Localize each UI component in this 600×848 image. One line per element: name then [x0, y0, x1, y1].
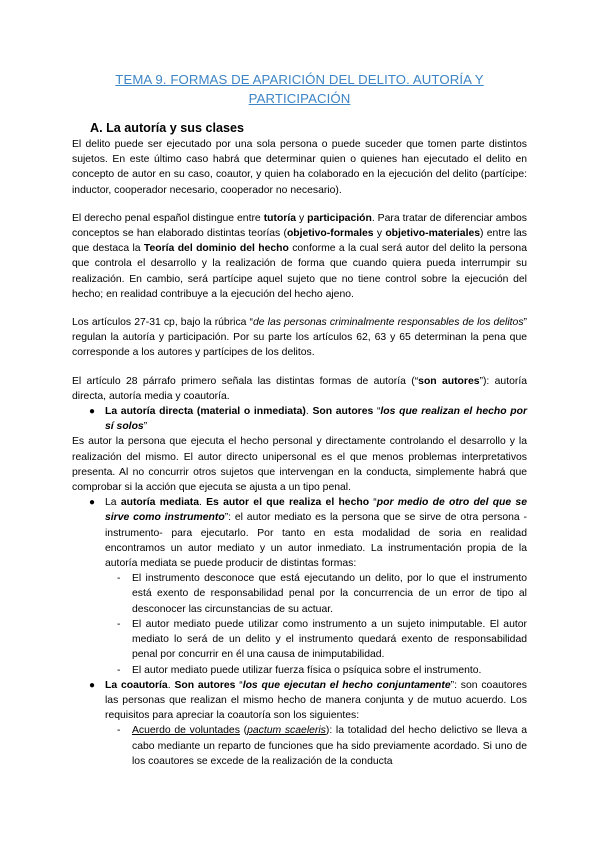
paragraph-teorias: El derecho penal español distingue entre tutoría y participación. Para tratar de diferenciar ambos conceptos se han elaborado distintas teorías (objetivo-formales y objetivo-materiales) entre las que destaca la Teoría del dominio del hecho conforme a la cual será autor del delito la persona que controla el desarrollo y la realización de forma que cuando quiera pueda interrumpir su realización. En cambio, será partícipe aquel sujeto que no tiene control sobre la ejecución del hecho; en realidad contribuye a la ejecución del hecho ajeno.	[72, 212, 528, 300]
dash-item-fuerza: - El autor mediato puede utilizar fuerza física o psíquica sobre el instrumento.	[72, 663, 527, 678]
bullet-autoria-mediata: ● La autoría mediata. Es autor el que realiza el hecho “por medio de otro del que se sirve como instrumento”: el autor mediato es la persona que se sirve de otra persona -instrumento- para ejecutarlo. Por tanto en esta modalidad de soria en realidad encontramos un autor mediato y un autor inmediato. La instrumentación propia de la autoría mediata se puede producir de distintas formas:	[89, 497, 527, 570]
paragraph-intro: El delito puede ser ejecutado por una sola persona o puede suceder que tomen parte distintos sujetos. En este último caso habrá que determinar quien o quienes han ejecutado el delito en concepto de autor en su caso, coautor, y quien ha colaborado en la ejecución del delito (partícipe: inductor, cooperador necesario, cooperador no necesario).	[72, 139, 527, 196]
page-title: TEMA 9. FORMAS DE APARICIÓN DEL DELITO. AUTORÍA Y PARTICIPACIÓN	[115, 72, 484, 106]
paragraph-articulos: Los artículos 27-31 cp, bajo la rúbrica “de las personas criminalmente responsables de los delitos” regulan la autoría y participación. Por su parte los artículos 62, 63 y 65 determinan la pena que corresponde a los autores y partícipes de los delitos.	[72, 317, 527, 359]
dash-icon: -	[117, 573, 121, 585]
bullet-coautoria: ● La coautoría. Son autores “los que ejecutan el hecho conjuntamente”: son coautores las personas que realizan el mismo hecho de manera conjunta y de mutuo acuerdo. Los requisitos para apreciar la coautoría son los siguientes:	[89, 679, 527, 722]
bullet-dot-icon: ●	[89, 679, 96, 691]
paragraph-autor-directo: Es autor la persona que ejecuta el hecho personal y directamente controlando el desarrollo y la realización del mismo. El autor directo unipersonal es el que menos problemas interpretativos presenta. Al no concurrir otros sujetos que intervengan en la conducta, simplemente habrá que comprobar si la acción que ejecuta se ajusta a un tipo penal.	[72, 436, 527, 494]
dash-icon: -	[117, 618, 121, 630]
section-heading-a: A. La autoría y sus clases	[90, 121, 244, 135]
paragraph-articulo-28: El artículo 28 párrafo primero señala las distintas formas de autoría (“son autores”): autoría directa, autoría media y coautoría.	[72, 375, 527, 402]
dash-item-acuerdo-voluntades: - Acuerdo de voluntades (pactum scaeleris): la totalidad del hecho delictivo se lleva a cabo mediante un reparto de funciones que ha sido previamente acordado. Si uno de los coautores se excede de la realización de la conducta	[117, 725, 528, 767]
bullet-dot-icon: ●	[89, 497, 96, 509]
dash-item-error-tipo: - El instrumento desconoce que está ejecutando un delito, por lo que el instrumento está exento de responsabilidad penal por la concurrencia de un error de tipo al desconocer las circunstancias de su actuar.	[117, 573, 527, 615]
dash-icon: -	[117, 725, 121, 737]
dash-icon: -	[117, 664, 121, 676]
dash-item-inimputable: - El autor mediato puede utilizar como instrumento a un sujeto inimputable. El autor mediato lo será de un delito y el instrumento quedará exento de responsabilidad penal por concurrir en él una causa de inimputabilidad.	[117, 618, 527, 661]
document-page	[72, 70, 527, 769]
bullet-autoria-directa: ● La autoría directa (material o inmediata). Son autores “los que realizan el hecho por sí solos”	[89, 406, 527, 433]
bullet-dot-icon: ●	[89, 406, 96, 418]
